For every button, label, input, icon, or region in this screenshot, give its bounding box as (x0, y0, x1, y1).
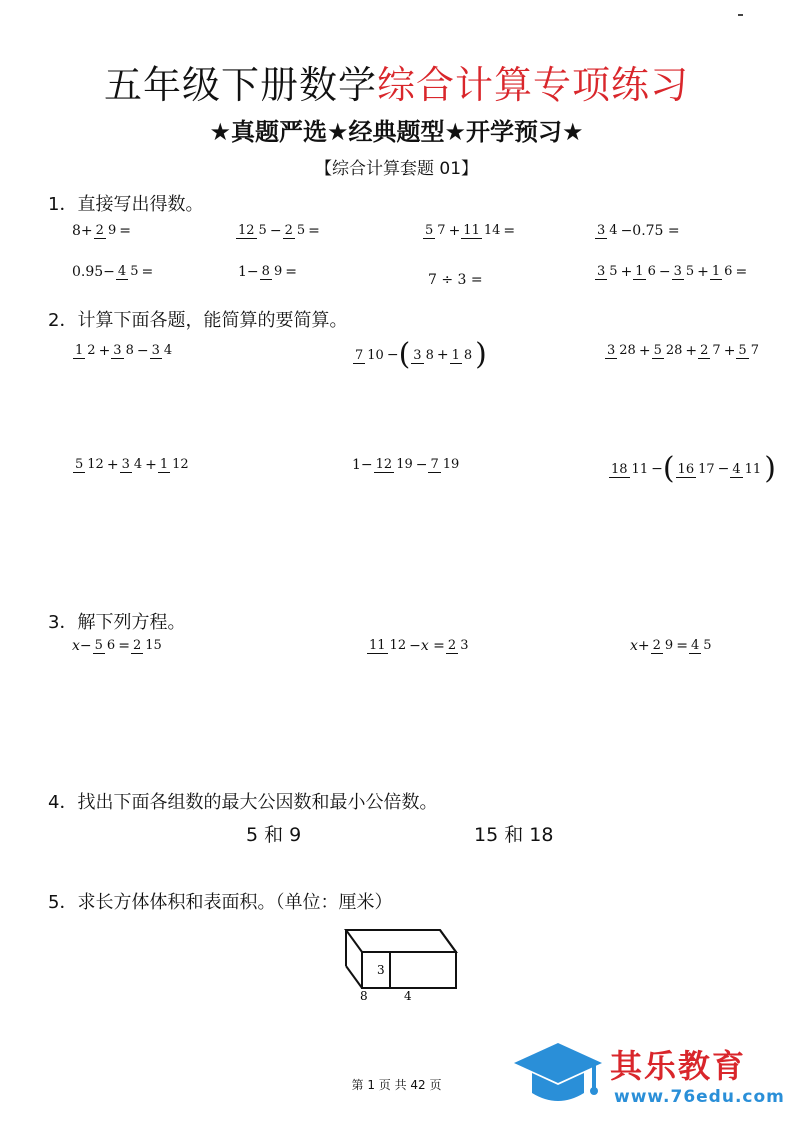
brand-url: www.76edu.com (614, 1087, 785, 1107)
q2-item-1: 1 2 + 3 8 − 3 4 (75, 342, 173, 359)
q2-item-6: 18 11 − ( 16 17 − 4 11 ) (611, 451, 776, 486)
q1-item-7: 7 ÷ 3 = (428, 272, 483, 288)
q3-equation-1: x − 5 6 = 2 15 (72, 637, 162, 654)
q1-item-5: 0.95 − 4 5 = (72, 263, 154, 280)
page-title (0, 54, 793, 109)
section-1-heading: 1．直接写出得数。 (48, 194, 204, 215)
q3-equation-3: x + 2 9 = 4 5 (630, 637, 712, 654)
q2-item-2: 7 10 − ( 3 8 + 1 8 ) (355, 337, 487, 372)
number-pair-1: 5 和 9 (246, 824, 302, 846)
section-5-heading: 5．求长方体体积和表面积。（单位：厘米） (48, 892, 393, 913)
q2-item-5: 1 − 12 19 − 7 19 (352, 456, 460, 473)
q1-item-8: 3 5 + 1 6 − 3 5 + 1 6 = (597, 263, 748, 280)
cuboid-diagram (330, 922, 470, 1002)
height-label: 3 (377, 963, 385, 977)
brand-logo (510, 1035, 793, 1119)
q1-item-4: 3 4 −0.75 = (597, 222, 680, 239)
graduation-cap-icon (510, 1037, 606, 1117)
q2-item-3: 3 28 + 5 28 + 2 7 + 5 7 (607, 342, 759, 359)
section-4-heading: 4．找出下面各组数的最大公因数和最小公倍数。 (48, 792, 438, 813)
page-number: 第 1 页 共 42 页 (351, 1078, 442, 1092)
q1-item-3: 5 7 + 11 14 = (425, 222, 516, 239)
q1-item-6: 1 − 8 9 = (238, 263, 297, 280)
q1-item-2: 12 5 − 2 5 = (238, 222, 320, 239)
q2-item-4: 5 12 + 3 4 + 1 12 (75, 456, 189, 473)
scan-mark (738, 14, 743, 16)
brand-name: 其乐教育 (610, 1047, 747, 1085)
page-subtitle: ★真题严选★经典题型★开学预习★ (209, 118, 584, 146)
width-label: 4 (404, 989, 412, 1002)
number-pair-2: 15 和 18 (474, 824, 554, 846)
title-red-part: 综合计算专项练习 (377, 63, 690, 107)
section-3-heading: 3．解下列方程。 (48, 612, 186, 633)
set-label: 【综合计算套题 01】 (314, 159, 479, 179)
length-label: 8 (360, 989, 368, 1002)
q1-item-1: 8 + 2 9 = (72, 222, 131, 239)
title-black-part: 五年级下册数学 (103, 63, 377, 107)
q3-equation-2: 11 12 −x = 2 3 (369, 637, 469, 654)
section-2-heading: 2．计算下面各题，能简算的要简算。 (48, 310, 348, 331)
